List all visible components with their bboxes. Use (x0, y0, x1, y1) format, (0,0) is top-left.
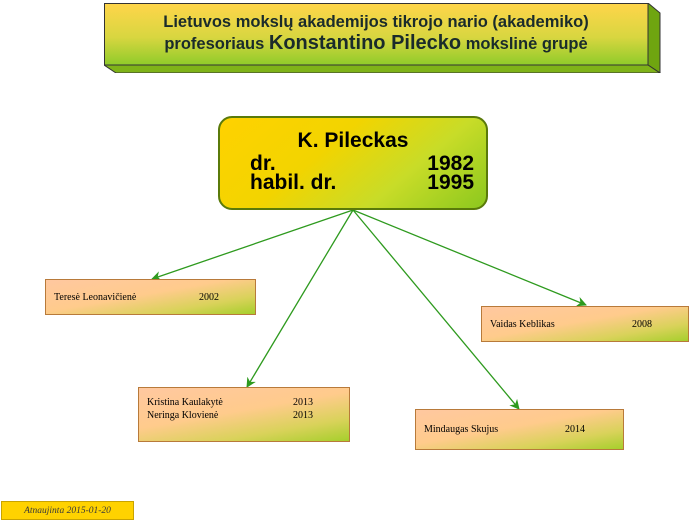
root-node (218, 116, 488, 210)
title-name: Konstantino Pilecko (268, 31, 462, 54)
member-entry (54, 292, 255, 304)
member-year: 2002 (199, 292, 219, 303)
member-box-skujus (415, 409, 624, 450)
root-degree-year: 1982 (427, 152, 474, 175)
member-name: Neringa Klovienė (147, 410, 219, 421)
connector-line-to-leonaviciene (152, 210, 353, 279)
connector-line-to-kaulakyte (247, 210, 353, 387)
member-box-keblikas (481, 306, 689, 342)
member-year: 2014 (565, 424, 585, 435)
member-entry (490, 319, 688, 331)
member-name: Teresė Leonavičienė (54, 292, 137, 303)
root-name: K. Pileckas (297, 129, 409, 152)
member-name: Vaidas Keblikas (490, 319, 555, 330)
member-box-leonaviciene (45, 279, 256, 315)
member-entry (147, 397, 349, 409)
root-degree-label: dr. (250, 152, 276, 175)
member-entry (147, 410, 349, 422)
updated-date-label: Atnaujinta 2015-01-20 (1, 501, 134, 520)
root-degree-year: 1995 (427, 171, 474, 194)
title-prefix: profesoriaus (164, 34, 265, 53)
member-entry (424, 424, 623, 436)
title-suffix: mokslinė grupė (465, 34, 588, 53)
member-year: 2013 (293, 410, 313, 421)
connector-line-to-keblikas (353, 210, 586, 305)
member-year: 2008 (632, 319, 652, 330)
title-line-1: Lietuvos mokslų akademijos tikrojo nario (akademiko) (163, 13, 589, 32)
root-degree-label: habil. dr. (250, 171, 337, 194)
member-name: Mindaugas Skujus (424, 424, 499, 435)
member-name: Kristina Kaulakytė (147, 397, 223, 408)
member-box-kaulakyte-kloviene (138, 387, 350, 442)
member-year: 2013 (293, 397, 313, 408)
